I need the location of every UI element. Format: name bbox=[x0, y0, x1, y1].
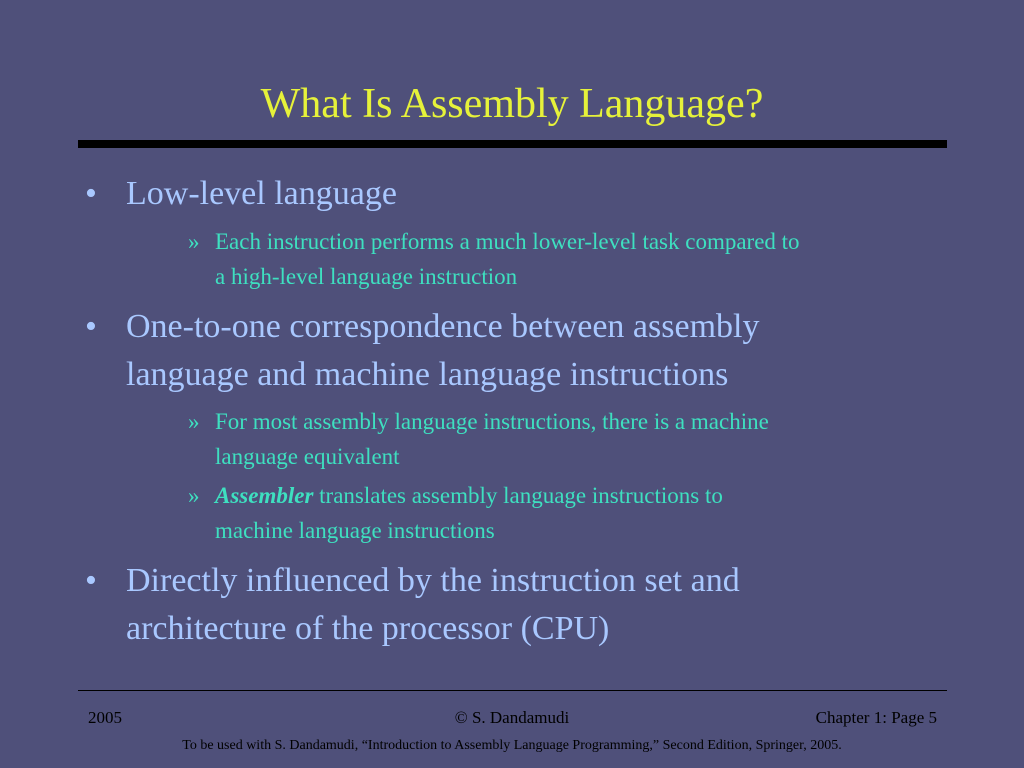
bullet-line: Low-level language bbox=[126, 175, 397, 212]
sub-bullet-marker: » bbox=[188, 483, 200, 508]
footer-author: © S. Dandamudi bbox=[454, 708, 570, 727]
sub-bullet-line: language equivalent bbox=[215, 444, 400, 469]
bullet-line: architecture of the processor (CPU) bbox=[126, 610, 610, 647]
bullet-marker: • bbox=[85, 308, 97, 345]
footer-note: To be used with S. Dandamudi, “Introduction to Assembly Language Programming,” Second Edition, Springer, 2005. bbox=[182, 738, 842, 753]
bullet-line: Directly influenced by the instruction set and bbox=[126, 562, 740, 599]
emphasis-term: Assembler bbox=[215, 483, 314, 508]
sub-bullet-marker: » bbox=[188, 229, 200, 254]
bullet-text bbox=[126, 170, 906, 218]
sub-bullet-text bbox=[215, 224, 950, 294]
bullet-text bbox=[126, 303, 906, 399]
bullet-line: language and machine language instructions bbox=[126, 356, 729, 393]
bullet-marker: • bbox=[85, 562, 97, 599]
sub-bullet-line: Each instruction performs a much lower-level task compared to bbox=[215, 229, 800, 254]
sub-bullet-line-rest: translates assembly language instructions to bbox=[313, 483, 723, 508]
bullet-text bbox=[126, 557, 906, 653]
title-divider bbox=[78, 140, 947, 148]
footer-divider bbox=[78, 690, 947, 691]
sub-bullet-marker: » bbox=[188, 409, 200, 434]
sub-bullet-line: a high-level language instruction bbox=[215, 264, 518, 289]
sub-bullet-line bbox=[215, 478, 950, 513]
sub-bullet-text bbox=[215, 404, 950, 474]
bullet-marker: • bbox=[85, 175, 97, 212]
sub-bullet-text bbox=[215, 478, 950, 548]
sub-bullet-line: machine language instructions bbox=[215, 518, 495, 543]
sub-bullet-line: For most assembly language instructions, there is a machine bbox=[215, 409, 769, 434]
bullet-line: One-to-one correspondence between assembly bbox=[126, 308, 760, 345]
footer-year: 2005 bbox=[88, 708, 122, 727]
slide-title: What Is Assembly Language? bbox=[260, 81, 764, 127]
footer-page-number: Chapter 1: Page 5 bbox=[815, 708, 937, 727]
